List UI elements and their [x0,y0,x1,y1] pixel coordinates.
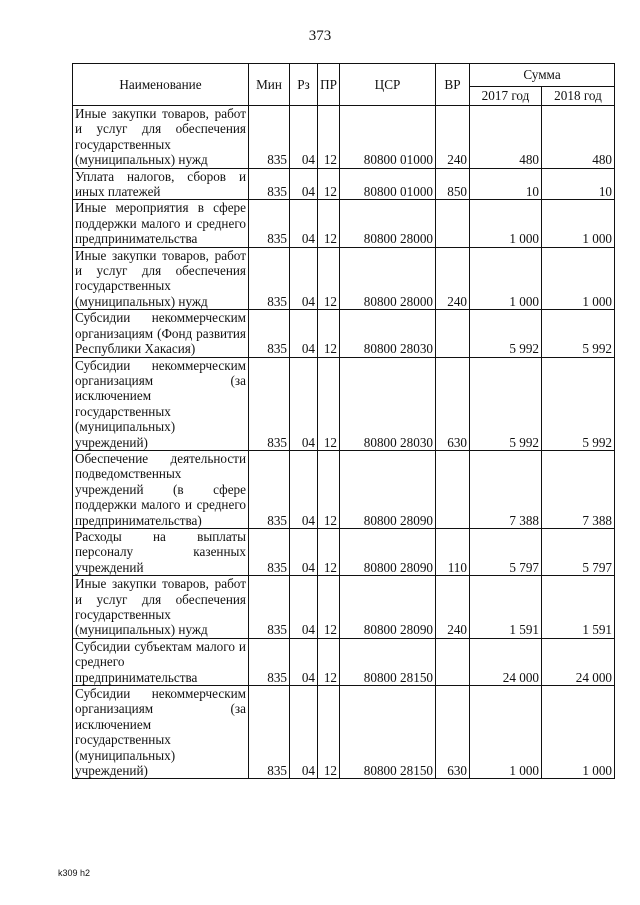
cell-name: Иные закупки товаров, работ и услуг для обеспечения государственных (муниципальных) нужд [73,247,249,310]
cell-min: 835 [249,310,290,357]
cell-min: 835 [249,200,290,247]
header-csr: ЦСР [340,64,436,106]
cell-sum-2017: 1 591 [470,576,542,639]
header-year-2017: 2017 год [470,87,542,106]
cell-sum-2018: 1 000 [542,247,615,310]
cell-sum-2018: 5 992 [542,357,615,450]
cell-pr: 12 [318,247,340,310]
cell-csr: 80800 28000 [340,247,436,310]
cell-min: 835 [249,357,290,450]
cell-pr: 12 [318,450,340,528]
cell-vr: 630 [436,686,470,779]
table-row [73,528,615,575]
cell-csr: 80800 28090 [340,576,436,639]
cell-rz: 04 [290,310,318,357]
cell-sum-2018: 5 797 [542,528,615,575]
table-row [73,357,615,450]
cell-vr [436,310,470,357]
cell-sum-2018: 10 [542,168,615,200]
table-body [73,106,615,779]
cell-sum-2017: 1 000 [470,200,542,247]
cell-sum-2018: 1 000 [542,200,615,247]
cell-rz: 04 [290,686,318,779]
table-row [73,310,615,357]
cell-rz: 04 [290,528,318,575]
cell-pr: 12 [318,528,340,575]
cell-pr: 12 [318,168,340,200]
cell-rz: 04 [290,106,318,169]
cell-csr: 80800 28090 [340,528,436,575]
cell-name: Субсидии некоммерческим организациям (за исключением государственных (муниципальных) учреждений) [73,686,249,779]
header-pr: ПР [318,64,340,106]
cell-pr: 12 [318,576,340,639]
footer-code: k309 h2 [58,868,91,878]
header-rz: Рз [290,64,318,106]
table-row [73,247,615,310]
cell-csr: 80800 28150 [340,638,436,685]
cell-sum-2018: 7 388 [542,450,615,528]
cell-rz: 04 [290,450,318,528]
cell-sum-2018: 1 591 [542,576,615,639]
cell-name: Субсидии некоммерческим организациям (Фонд развития Республики Хакасия) [73,310,249,357]
header-vr: ВР [436,64,470,106]
table-row [73,450,615,528]
cell-vr: 240 [436,576,470,639]
cell-csr: 80800 01000 [340,106,436,169]
cell-rz: 04 [290,247,318,310]
cell-vr: 110 [436,528,470,575]
cell-rz: 04 [290,638,318,685]
cell-name: Субсидии некоммерческим организациям (за исключением государственных (муниципальных) учреждений) [73,357,249,450]
cell-csr: 80800 28030 [340,357,436,450]
table-header [73,64,615,106]
cell-vr [436,450,470,528]
table-row [73,686,615,779]
cell-sum-2017: 1 000 [470,247,542,310]
cell-rz: 04 [290,200,318,247]
cell-name: Иные закупки товаров, работ и услуг для обеспечения государственных (муниципальных) нужд [73,576,249,639]
cell-sum-2017: 5 992 [470,357,542,450]
cell-sum-2017: 10 [470,168,542,200]
header-year-2018: 2018 год [542,87,615,106]
cell-min: 835 [249,638,290,685]
cell-pr: 12 [318,310,340,357]
cell-vr [436,638,470,685]
cell-pr: 12 [318,357,340,450]
header-min: Мин [249,64,290,106]
cell-sum-2017: 1 000 [470,686,542,779]
cell-sum-2017: 24 000 [470,638,542,685]
cell-rz: 04 [290,357,318,450]
cell-min: 835 [249,247,290,310]
cell-sum-2017: 5 797 [470,528,542,575]
cell-pr: 12 [318,638,340,685]
cell-csr: 80800 28000 [340,200,436,247]
cell-csr: 80800 28150 [340,686,436,779]
table-row [73,106,615,169]
cell-sum-2018: 1 000 [542,686,615,779]
cell-min: 835 [249,528,290,575]
cell-name: Иные закупки товаров, работ и услуг для обеспечения государственных (муниципальных) нужд [73,106,249,169]
table-row [73,576,615,639]
cell-pr: 12 [318,686,340,779]
cell-sum-2017: 5 992 [470,310,542,357]
cell-vr: 630 [436,357,470,450]
cell-pr: 12 [318,200,340,247]
cell-sum-2018: 480 [542,106,615,169]
cell-pr: 12 [318,106,340,169]
cell-vr [436,200,470,247]
cell-vr: 240 [436,106,470,169]
cell-name: Обеспечение деятельности подведомственных учреждений (в сфере поддержки малого и среднего предпринимательства) [73,450,249,528]
cell-min: 835 [249,686,290,779]
header-name: Наименование [73,64,249,106]
cell-min: 835 [249,168,290,200]
cell-csr: 80800 28090 [340,450,436,528]
page-number: 373 [308,28,332,44]
cell-name: Субсидии субъектам малого и среднего предпринимательства [73,638,249,685]
cell-name: Расходы на выплаты персоналу казенных учреждений [73,528,249,575]
table-row [73,168,615,200]
cell-min: 835 [249,106,290,169]
cell-vr: 850 [436,168,470,200]
cell-sum-2017: 7 388 [470,450,542,528]
cell-min: 835 [249,576,290,639]
header-sum: Сумма [470,64,615,87]
table-row [73,638,615,685]
cell-sum-2018: 5 992 [542,310,615,357]
cell-sum-2018: 24 000 [542,638,615,685]
cell-rz: 04 [290,168,318,200]
cell-csr: 80800 28030 [340,310,436,357]
cell-min: 835 [249,450,290,528]
cell-csr: 80800 01000 [340,168,436,200]
cell-vr: 240 [436,247,470,310]
budget-table [72,63,615,779]
cell-rz: 04 [290,576,318,639]
cell-name: Уплата налогов, сборов и иных платежей [73,168,249,200]
table-row [73,200,615,247]
cell-name: Иные мероприятия в сфере поддержки малого и среднего предпринимательства [73,200,249,247]
cell-sum-2017: 480 [470,106,542,169]
